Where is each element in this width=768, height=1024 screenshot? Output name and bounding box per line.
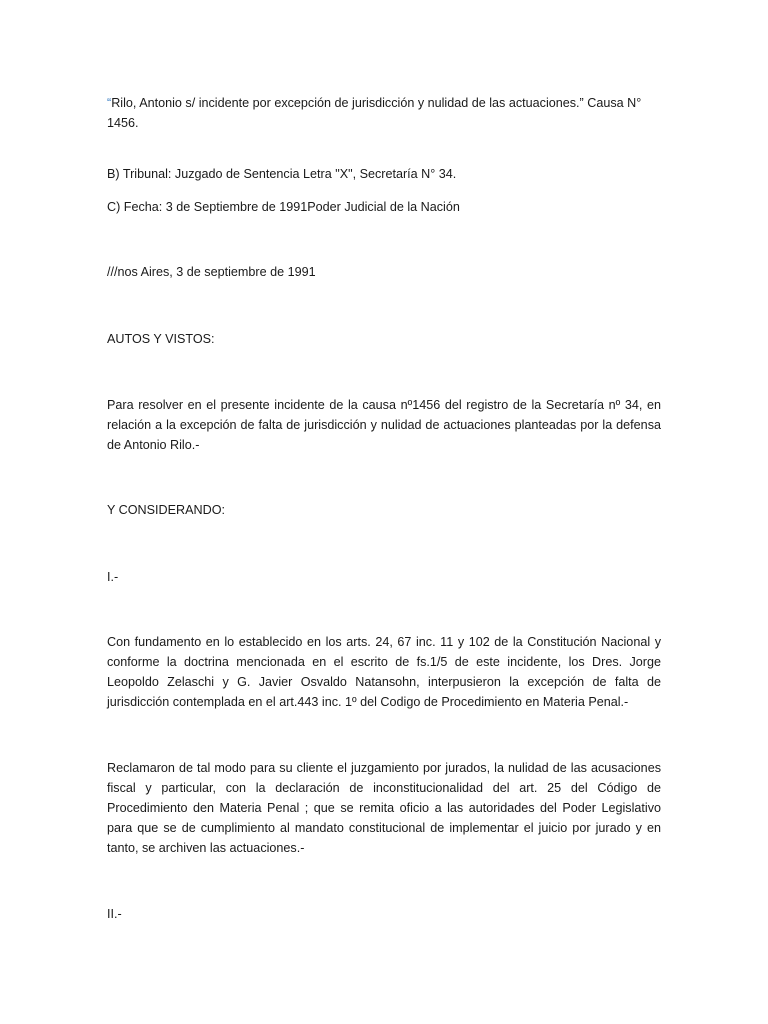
case-caption-text: Rilo, Antonio s/ incidente por excepción de jurisdicción y nulidad de las actuaciones.” Causa N° 1456. bbox=[107, 96, 642, 130]
fundamento-paragraph: Con fundamento en lo establecido en los arts. 24, 67 inc. 11 y 102 de la Constitución Nacional y conforme la doctrina mencionada en el escrito de fs.1/5 de este incidente, los Dres. Jorge Leopoldo Zelaschi y G. Javier Osvaldo Natansohn, interpusieron la excepción de falta de jurisdicción contemplada en el art.443 inc. 1º del Codigo de Procedimiento en Materia Penal.- bbox=[107, 635, 661, 709]
fecha-line: C) Fecha: 3 de Septiembre de 1991Poder Judicial de la Nación bbox=[107, 200, 460, 214]
section-one-marker: I.- bbox=[107, 570, 119, 584]
autos-y-vistos-heading: AUTOS Y VISTOS: bbox=[107, 332, 215, 346]
resolve-paragraph: Para resolver en el presente incidente de la causa nº1456 del registro de la Secretaría nº 34, en relación a la excepción de falta de jurisdicción y nulidad de actuaciones planteadas por la defensa de Antonio Rilo.- bbox=[107, 398, 661, 452]
place-date-line: ///nos Aires, 3 de septiembre de 1991 bbox=[107, 265, 316, 279]
tribunal-line: B) Tribunal: Juzgado de Sentencia Letra "X", Secretaría N° 34. bbox=[107, 167, 457, 181]
reclamaron-paragraph: Reclamaron de tal modo para su cliente el juzgamiento por jurados, la nulidad de las acusaciones fiscal y particular, con la declaración de inconstitucionalidad del art. 25 del Código de Procedimiento den Materia Penal ; que se remita oficio a las autoridades del Poder Legislativo para que se de cumplimiento al mandato constitucional de implementar el juicio por jurado y en tanto, se archiven las actuaciones.- bbox=[107, 761, 661, 855]
case-caption bbox=[107, 93, 661, 133]
section-two-marker: II.- bbox=[107, 907, 122, 921]
opening-quote-mark: “ bbox=[107, 96, 112, 110]
considerando-heading: Y CONSIDERANDO: bbox=[107, 503, 226, 517]
